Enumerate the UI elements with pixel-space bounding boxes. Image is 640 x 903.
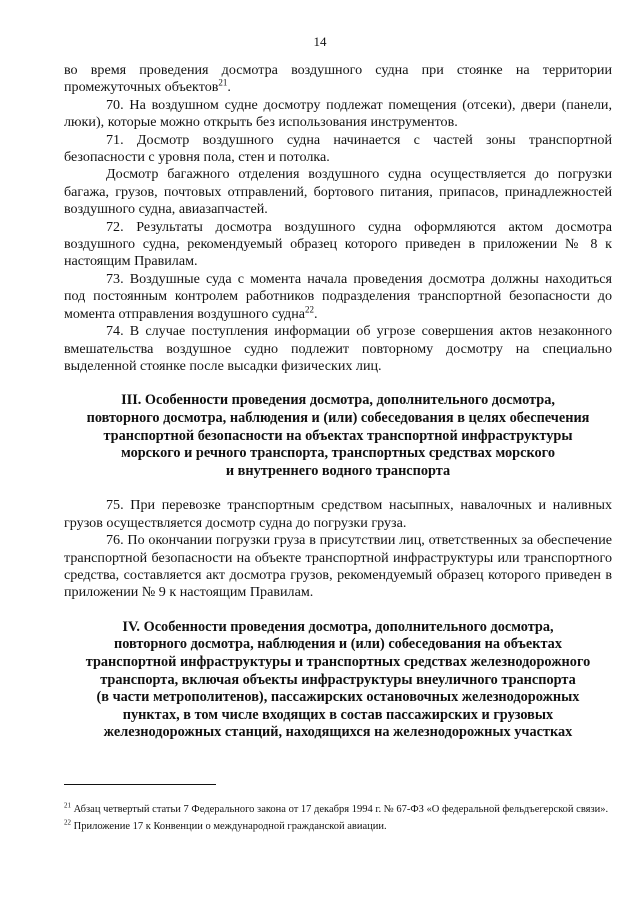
section-4-heading-line: IV. Особенности проведения досмотра, дополнительного досмотра, (122, 618, 554, 635)
section-3-heading-line: повторного досмотра, наблюдения и (или) собеседования в целях обеспечения (86, 409, 590, 426)
section-4-heading (64, 619, 612, 742)
paragraph-73 (64, 271, 612, 323)
footnote-text: Абзац четвертый статьи 7 Федерального закона от 17 декабря 1994 г. № 67-ФЗ «О федеральной фельдъегерской связи». (71, 804, 609, 815)
paragraph-73-text-end: . (314, 305, 318, 322)
footnotes (64, 803, 612, 836)
footnote-number: 21 (64, 801, 71, 810)
paragraph-luggage: Досмотр багажного отделения воздушного судна осуществляется до погрузки багажа, грузов, почтовых отправлений, бортового питания, припасов, принадлежностей воздушного судна, авиазапчастей. (64, 166, 612, 218)
section-3-heading (64, 392, 612, 480)
section-4-heading-line: железнодорожных станций, находящихся на железнодорожных участках (103, 724, 573, 741)
footnote-ref-22: 22 (305, 304, 315, 314)
section-3-heading-line: и внутреннего водного транспорта (225, 462, 451, 479)
paragraph-76: 76. По окончании погрузки груза в присутствии лиц, ответственных за обеспечение транспортной безопасности на объекте транспортной инфраструктуры или транспортного средства, составляется акт досмотра грузов, рекомендуемый образец которого приведен в приложении № 9 к настоящим Правилам. (64, 532, 612, 601)
section-3-heading-line: III. Особенности проведения досмотра, дополнительного досмотра, (121, 392, 555, 409)
footnote-22 (64, 820, 612, 834)
continuation-text-end: . (227, 79, 231, 96)
footnote-21 (64, 803, 612, 817)
paragraph-73-text: 73. Воздушные суда с момента начала проведения досмотра должны находиться под постоянным контролем работников подразделения транспортной безопасности до момента отправления воздушного судна (64, 270, 612, 322)
footnote-text: Приложение 17 к Конвенции о международной гражданской авиации. (71, 820, 387, 832)
body-text (64, 62, 612, 742)
paragraph-71: 71. Досмотр воздушного судна начинается с частей зоны транспортной безопасности с уровня пола, стен и потолка. (64, 131, 612, 166)
footnote-ref-21: 21 (218, 77, 228, 88)
continuation-text: во время проведения досмотра воздушного судна при стоянке на территории промежуточных объектов (64, 62, 612, 96)
paragraph-70: 70. На воздушном судне досмотру подлежат помещения (отсеки), двери (панели, люки), которые можно открыть без использования инструментов. (64, 96, 612, 131)
page-number: 14 (313, 34, 327, 49)
section-4-heading-line: транспорта, включая объекты инфраструктуры внеуличного транспорта (100, 671, 576, 688)
section-3-heading-line: морского и речного транспорта, транспортных средствах морского (121, 445, 555, 462)
section-4-heading-line: транспортной инфраструктуры и транспортных средствах железнодорожного (85, 653, 591, 670)
continuation-paragraph (64, 62, 612, 97)
footnote-separator (64, 784, 216, 785)
section-3-heading-line: транспортной безопасности на объектах транспортной инфраструктуры (103, 427, 573, 444)
paragraph-72: 72. Результаты досмотра воздушного судна оформляются актом досмотра воздушного судна, рекомендуемый образец которого приведен в приложении № 8 к настоящим Правилам. (64, 218, 612, 270)
footnote-number: 22 (64, 818, 71, 826)
paragraph-74: 74. В случае поступления информации об угрозе совершения актов незаконного вмешательства воздушное судно подлежит повторному досмотру на специально выделенной стоянке после высадки физических лиц. (64, 323, 612, 374)
section-4-heading-line: пунктах, в том числе входящих в состав пассажирских и грузовых (122, 706, 554, 723)
section-4-heading-line: (в части метрополитенов), пассажирских остановочных железнодорожных (96, 689, 580, 706)
section-4-heading-line: повторного досмотра, наблюдения и (или) собеседования на объектах (114, 636, 562, 653)
paragraph-75: 75. При перевозке транспортным средством насыпных, навалочных и наливных грузов осуществляется досмотр судна до погрузки груза. (64, 497, 612, 531)
